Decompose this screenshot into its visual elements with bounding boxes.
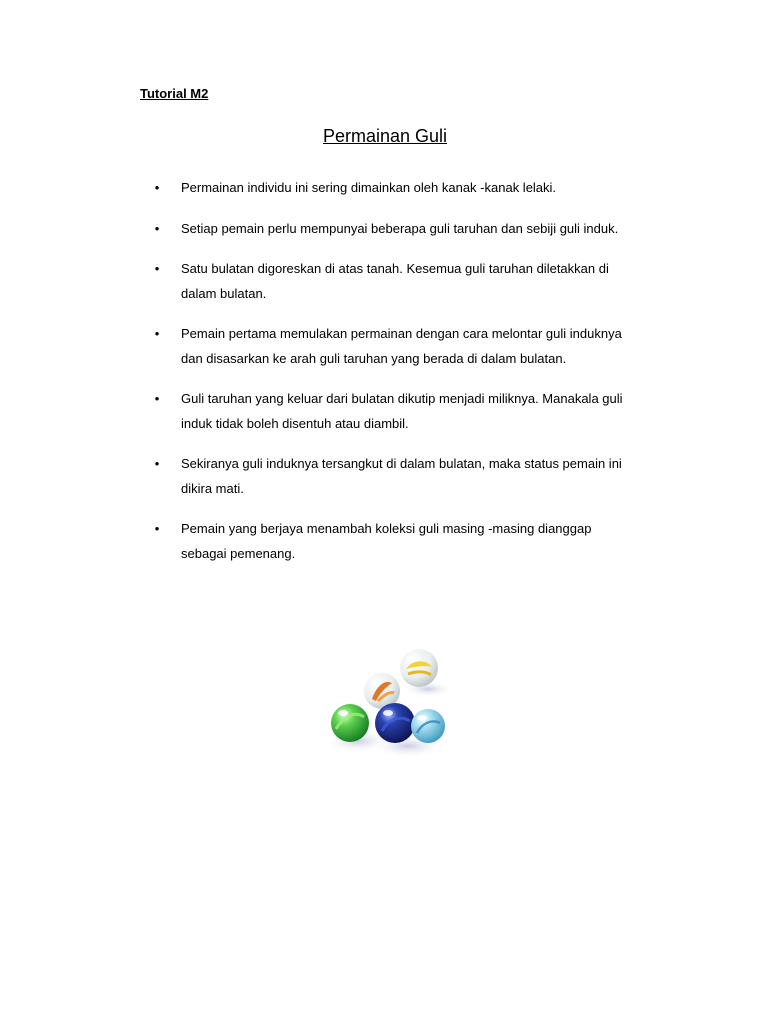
marble-yellow [400,649,438,687]
bullet-icon: • [154,521,160,536]
marble-blue [375,703,415,743]
list-item [152,517,632,566]
list-item [152,452,632,501]
list-item [152,257,632,306]
page-title: Permainan Guli [322,126,448,146]
list-item-text: Pemain pertama memulakan permainan dengan cara melontar guli induknya dan disasarkan ke arah guli taruhan yang berada di dalam bulatan. [181,326,622,366]
list-item-text: Permainan individu ini sering dimainkan oleh kanak -kanak lelaki. [181,180,557,195]
bullet-icon: • [154,180,160,195]
marble-cyan [411,709,445,743]
bullet-icon: • [154,326,160,341]
bullet-icon: • [154,391,160,406]
list-item [152,217,632,242]
list-item-text: Pemain yang berjaya menambah koleksi guli masing -masing dianggap sebagai pemenang. [181,521,592,561]
bullet-icon: • [154,220,160,236]
tutorial-heading: Tutorial M2 [140,86,209,101]
list-item [152,176,632,201]
marble-green [331,704,369,742]
list-item-text: Guli taruhan yang keluar dari bulatan dikutip menjadi miliknya. Manakala guli induk tidak boleh disentuh atau diambil. [181,391,623,431]
marbles-image [298,641,460,765]
list-item-text: Satu bulatan digoreskan di atas tanah. Kesemua guli taruhan diletakkan di dalam bulatan. [181,261,609,301]
list-item-text: Sekiranya guli induknya tersangkut di dalam bulatan, maka status pemain ini dikira mati. [181,456,622,496]
list-item-text: Setiap pemain perlu mempunyai beberapa guli taruhan dan sebiji guli induk. [181,220,619,236]
bullet-list [152,176,632,582]
bullet-icon: • [154,261,160,276]
bullet-icon: • [154,456,160,471]
list-item [152,322,632,371]
list-item [152,387,632,436]
